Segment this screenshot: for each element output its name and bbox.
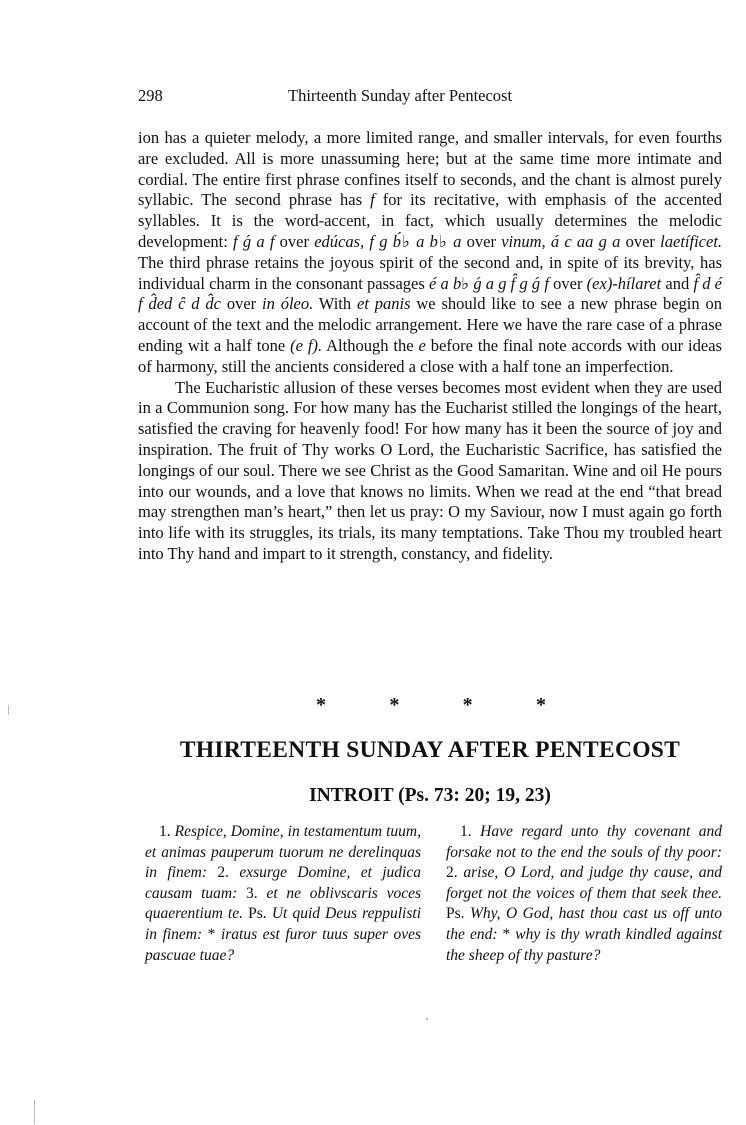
text-run: Although the xyxy=(322,335,419,355)
text-run: we should like to see a new phrase begin on account of the text and the melodic arrangement. Here we have the rare case of a phrase ending wit a half tone xyxy=(138,294,722,355)
section-separator xyxy=(316,694,546,717)
text-run: and xyxy=(661,273,694,293)
verse-text: et ne oblivscaris voces quaerentium te. xyxy=(145,884,421,923)
verse-text: Have regard unto thy covenant and forsake not to the end the souls of thy poor: xyxy=(446,823,723,861)
introit-heading: INTROIT (Ps. 73: 20; 19, 23) xyxy=(309,785,551,806)
verse-text: Why, O God, hast thou cast us off unto the end: xyxy=(446,905,722,943)
english-introit xyxy=(446,822,722,966)
note-run: é a b♭ ǵ a g f̂ g ǵ f xyxy=(428,273,549,293)
section-title: THIRTEENTH SUNDAY AFTER PENTECOST xyxy=(179,737,681,763)
verse-number: 1. xyxy=(159,823,175,840)
verse-number: 2. xyxy=(207,864,240,882)
note-run: vinum, á c aa g a xyxy=(501,231,621,251)
verse-number: 3. xyxy=(237,884,267,902)
page-number: 298 xyxy=(138,86,163,105)
running-head xyxy=(138,86,722,108)
paragraph-melody xyxy=(138,128,722,378)
verse-text: Respice, Domine, in testamentum tuum, et animas pauperum tuorum ne derelinquas in finem: xyxy=(145,823,421,882)
text-run: over xyxy=(620,231,661,251)
text-run: before the final note accords with our ideas of harmony, still the ancients considered a close with a half tone an imperfection. xyxy=(138,335,722,376)
scan-mark xyxy=(426,1018,428,1020)
asterisk: * xyxy=(389,694,400,716)
text-run: over xyxy=(548,273,587,293)
text-run: over xyxy=(274,231,315,251)
running-title: Thirteenth Sunday after Pentecost xyxy=(288,86,513,105)
verse-text: exsurge Domine, et judica causam tuam: xyxy=(145,864,421,902)
note-run: f xyxy=(370,190,375,210)
note-run: (ex)-hílaret xyxy=(586,273,662,293)
body-text xyxy=(138,128,722,565)
scan-mark xyxy=(34,1100,35,1124)
asterisk: * xyxy=(462,694,473,716)
verse-text: Ut quid Deus reppulisti in finem: xyxy=(145,905,421,943)
asterisk: * xyxy=(316,694,326,716)
latin-text-column xyxy=(145,822,421,966)
paragraph-eucharist: The Eucharistic allusion of these verses becomes most evident when they are used in a Communion song. For how many has the Eucharist stilled the longings of the heart, satisfied the craving for heavenly food! For how many has it been the source of joy and inspiration. The fruit of Thy works O Lord, the Eucharistic Sacrifice, has satisfied the longings of our soul. There we see Christ as the Good Samaritan. Wine and oil He pours into our wounds, and a love that knows no limits. When we read at the end “that bread may strengthen man’s heart,” then let us pray: O my Saviour, now I must again go forth into life with its struggles, its trials, its many temptations. Take Thou my troubled heart into Thy hand and impart to it strength, constancy, and fidelity. xyxy=(138,377,722,563)
english-text-column xyxy=(446,822,722,966)
note-run: (e f). xyxy=(290,335,323,355)
note-run: f̂ d é f d̂ed ĉ d d̂c xyxy=(138,273,722,314)
verse-text: arise, O Lord, and judge thy cause, and forget not the voices of them that seek thee. xyxy=(446,864,723,902)
asterisk-marker: * xyxy=(202,925,221,943)
verse-text: iratus est furor tuus super oves pascuae tuae? xyxy=(145,925,422,964)
note-run: in óleo. xyxy=(262,294,314,314)
text-run: over xyxy=(461,231,502,251)
note-run: f ǵ a f xyxy=(233,231,275,251)
asterisk: * xyxy=(535,694,546,716)
latin-introit xyxy=(145,822,421,966)
note-run: laetíficet. xyxy=(660,231,723,251)
text-run: The third phrase retains the joyous spirit of the second and, in spite of its brevity, has individual charm in the consonant passages xyxy=(138,252,722,293)
note-run: e xyxy=(418,335,426,355)
psalm-marker: Ps. xyxy=(446,905,470,923)
note-run: et panis xyxy=(357,294,411,314)
text-run: ion has a quieter melody, a more limited range, and smaller intervals, for even fourths are excluded. All is more unassuming here; but at the same time more intimate and cordial. The entire first phrase confines itself to seconds, and the chant is almost purely syllabic. The second phrase has xyxy=(138,128,722,210)
asterisk-marker: * xyxy=(497,925,516,943)
scan-mark xyxy=(8,705,9,715)
text-run: for its recitative, with emphasis of the accented syllables. It is the word-accent, in fact, which usually determines the melodic development: xyxy=(138,190,722,251)
verse-number: 1. xyxy=(460,823,481,840)
psalm-marker: Ps. xyxy=(242,905,272,923)
note-run: edúcas, f g b́♭ a b♭ a xyxy=(314,231,462,251)
verse-text: why is thy wrath kindled against the sheep of thy pasture? xyxy=(446,925,723,964)
text-run: With xyxy=(313,294,357,314)
text-run: over xyxy=(220,294,263,314)
verse-number: 2. xyxy=(446,864,464,882)
